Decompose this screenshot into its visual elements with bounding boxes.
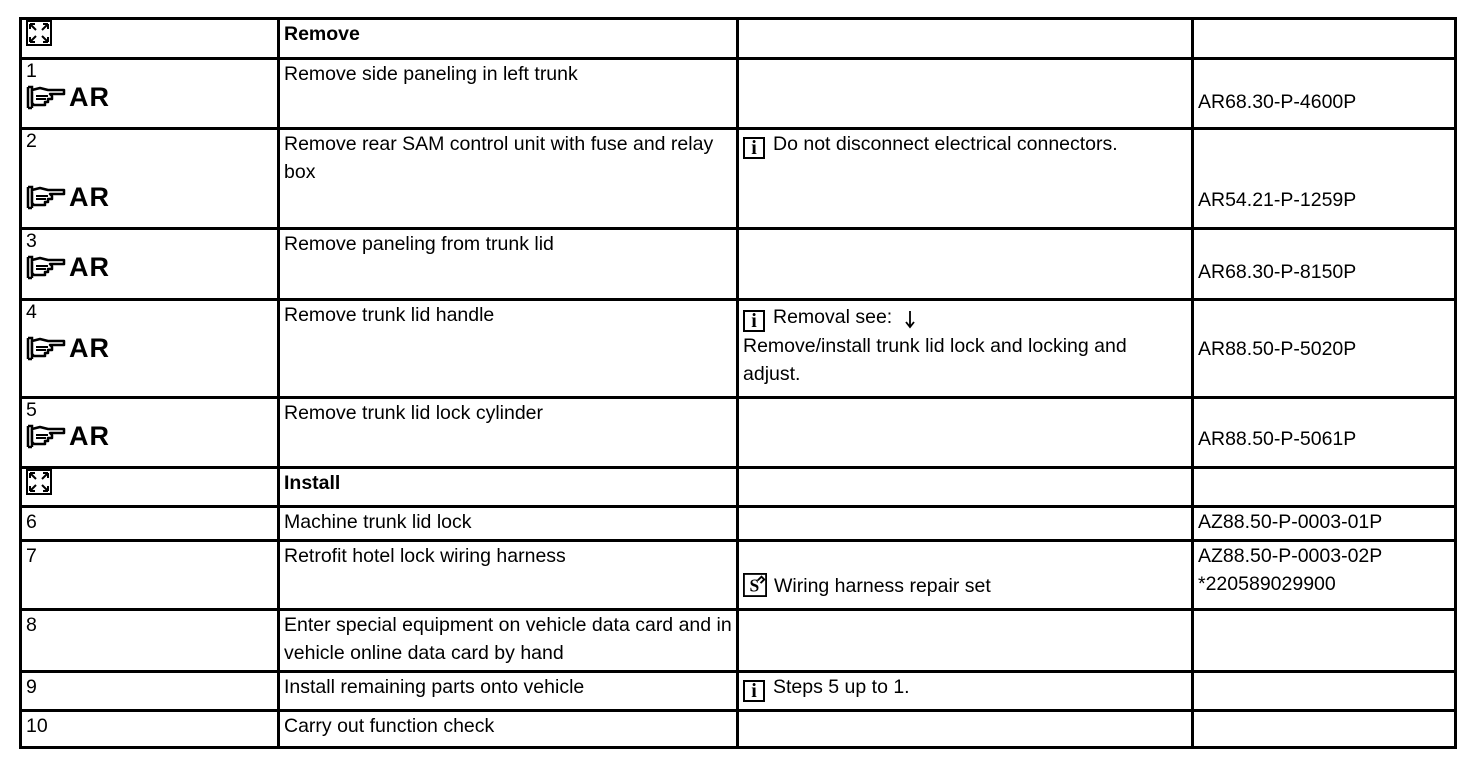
table-row <box>21 541 1456 610</box>
step-number: 2 <box>26 130 37 152</box>
procedure-table <box>19 17 1457 749</box>
step-action: Remove trunk lid lock cylinder <box>279 398 738 468</box>
ar-label: AR <box>69 182 110 212</box>
reference-link[interactable]: AR68.30-P-8150P <box>1198 261 1357 283</box>
ar-link[interactable] <box>26 82 274 112</box>
arrow-down-icon[interactable] <box>904 309 916 329</box>
special-tool-icon <box>743 573 767 597</box>
step-number: 7 <box>21 541 279 610</box>
step-note: Steps 5 up to 1. <box>773 676 910 698</box>
step-action: Remove side paneling in left trunk <box>279 59 738 129</box>
reference-link[interactable]: AR68.30-P-4600P <box>1198 91 1357 113</box>
step-number: 4 <box>26 301 37 323</box>
info-icon: i <box>743 310 765 332</box>
reference-link[interactable]: AR88.50-P-5020P <box>1198 338 1357 360</box>
step-number: 6 <box>21 507 279 541</box>
ar-link[interactable] <box>26 252 274 282</box>
table-row <box>21 507 1456 541</box>
step-note: Removal see: <box>773 306 893 328</box>
ar-link[interactable] <box>26 182 274 212</box>
pointing-hand-icon <box>26 84 66 110</box>
step-action: Enter special equipment on vehicle data card and in vehicle online data card by hand <box>279 610 738 672</box>
table-row <box>21 711 1456 748</box>
step-action: Remove paneling from trunk lid <box>279 229 738 300</box>
table-row <box>21 59 1456 129</box>
pointing-hand-icon <box>26 335 66 361</box>
ar-label: AR <box>69 421 110 451</box>
part-number: *220589029900 <box>1198 573 1336 595</box>
pointing-hand-icon <box>26 423 66 449</box>
step-action: Machine trunk lid lock <box>279 507 738 541</box>
pointing-hand-icon <box>26 184 66 210</box>
pointing-hand-icon <box>26 254 66 280</box>
step-number: 5 <box>26 399 37 421</box>
info-icon: i <box>743 680 765 702</box>
table-row <box>21 398 1456 468</box>
reference-link[interactable]: AR88.50-P-5061P <box>1198 428 1357 450</box>
step-number: 10 <box>21 711 279 748</box>
note-link[interactable]: Remove/install trunk lid lock and locking and adjust. <box>743 335 1127 385</box>
section-header-remove <box>21 19 1456 59</box>
step-number: 9 <box>21 672 279 711</box>
expand-icon <box>26 20 52 46</box>
expand-icon <box>26 469 52 495</box>
step-action: Install remaining parts onto vehicle <box>279 672 738 711</box>
step-action: Remove rear SAM control unit with fuse and relay box <box>279 129 738 229</box>
reference-link[interactable]: AZ88.50-P-0003-02P <box>1198 545 1383 567</box>
step-action: Retrofit hotel lock wiring harness <box>279 541 738 610</box>
ar-label: AR <box>69 82 110 112</box>
ar-link[interactable] <box>26 333 274 363</box>
step-action: Carry out function check <box>279 711 738 748</box>
step-action: Remove trunk lid handle <box>279 300 738 398</box>
ar-label: AR <box>69 333 110 363</box>
reference-link[interactable]: AR54.21-P-1259P <box>1198 189 1357 211</box>
table-row <box>21 129 1456 229</box>
ar-label: AR <box>69 252 110 282</box>
step-note: Do not disconnect electrical connectors. <box>773 133 1118 155</box>
step-number: 1 <box>26 60 37 82</box>
table-row <box>21 229 1456 300</box>
step-number: 3 <box>26 230 37 252</box>
reference-link[interactable]: AZ88.50-P-0003-01P <box>1193 507 1456 541</box>
info-icon: i <box>743 137 765 159</box>
step-number: 8 <box>21 610 279 672</box>
section-header-install <box>21 468 1456 507</box>
section-title-remove: Remove <box>279 19 738 59</box>
table-row <box>21 300 1456 398</box>
ar-link[interactable] <box>26 421 274 451</box>
step-note: Wiring harness repair set <box>774 575 991 597</box>
table-row <box>21 672 1456 711</box>
section-title-install: Install <box>279 468 738 507</box>
table-row <box>21 610 1456 672</box>
